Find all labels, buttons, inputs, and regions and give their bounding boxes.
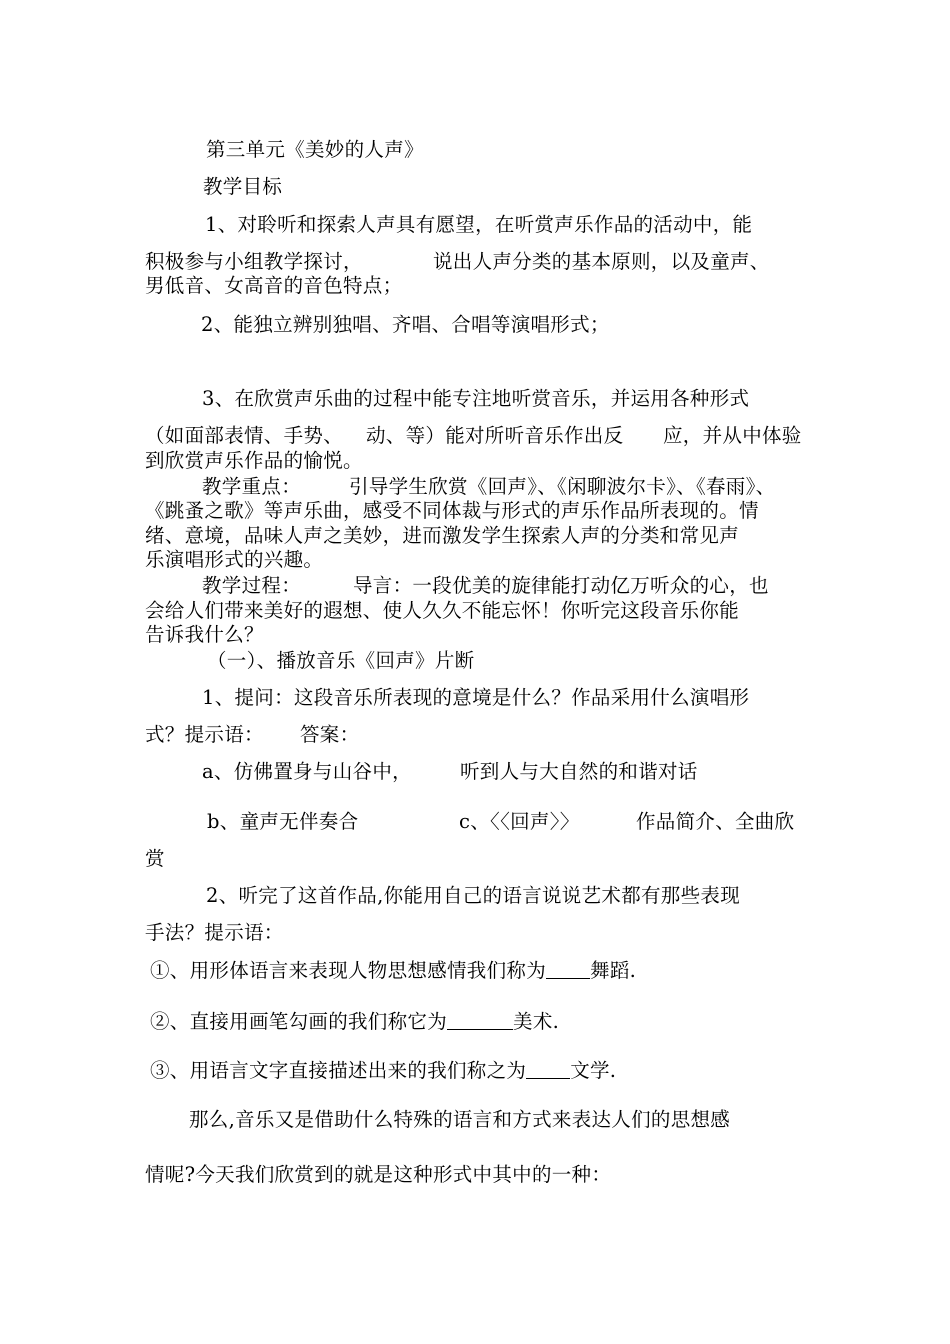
objective-3-line-1: 3、在欣赏声乐曲的过程中能专注地听赏音乐，并运用各种形式 <box>202 387 750 410</box>
hint-1-text: ①、用形体语言来表现人物思想感情我们称为 <box>150 959 547 982</box>
key-points-line-2: 《跳蚤之歌》等声乐曲，感受不同体裁与形式的声乐作品所表现的。情 <box>145 499 759 522</box>
hint-2-text: ②、直接用画笔勾画的我们称它为 <box>150 1010 448 1033</box>
question-1-line-2b: 答案： <box>300 723 360 746</box>
hint-1 <box>150 959 636 983</box>
answer-a-part-1: a、仿佛置身与山谷中， <box>202 760 412 783</box>
answer-c-part-3: 赏 <box>145 847 165 870</box>
hint-1-answer: 舞蹈. <box>590 959 637 982</box>
closing-line-1: 那么,音乐又是借助什么特殊的语言和方式来表达人们的思想感 <box>189 1108 731 1131</box>
hint-3 <box>150 1059 616 1083</box>
question-2-line-1: 2、听完了这首作品,你能用自己的语言说说艺术都有那些表现 <box>206 884 741 907</box>
answer-c: c、〈〈回声〉〉 <box>459 810 580 833</box>
question-1-line-2a: 式？提示语： <box>145 723 264 746</box>
hint-3-answer: 文学. <box>570 1059 617 1082</box>
process-line-3: 告诉我什么？ <box>145 623 264 646</box>
section-objectives-heading: 教学目标 <box>203 175 283 198</box>
key-points-line-1: 引导学生欣赏《回声》、《闲聊波尔卡》、《春雨》、 <box>349 475 776 498</box>
fill-in-blank-1 <box>546 960 590 979</box>
objective-2: 2、能独立辨别独唱、齐唱、合唱等演唱形式； <box>201 313 610 336</box>
fill-in-blank-2 <box>447 1011 513 1030</box>
fill-in-blank-3 <box>526 1060 570 1079</box>
key-points-line-4: 乐演唱形式的兴趣。 <box>145 548 324 571</box>
objective-3-line-3: 到欣赏声乐作品的愉悦。 <box>145 449 363 472</box>
key-points-line-3: 绪、意境，品味人声之美妙，进而激发学生探索人声的分类和常见声 <box>145 524 740 547</box>
objective-1-line-1: 1、对聆听和探索人声具有愿望，在听赏声乐作品的活动中，能 <box>205 213 753 236</box>
objective-1-line-3: 男低音、女高音的音色特点； <box>145 274 403 297</box>
question-1-line-1: 1、提问：这段音乐所表现的意境是什么？作品采用什么演唱形 <box>202 686 750 709</box>
hint-3-text: ③、用语言文字直接描述出来的我们称之为 <box>150 1059 527 1082</box>
answer-a-part-2: 听到人与大自然的和谐对话 <box>460 760 698 783</box>
objective-1-line-2a: 积极参与小组教学探讨， <box>145 250 363 273</box>
process-line-2: 会给人们带来美好的遐想、使人久久不能忘怀！你听完这段音乐你能 <box>145 599 740 622</box>
objective-1-line-2b: 说出人声分类的基本原则，以及童声、 <box>433 250 770 273</box>
key-points-label: 教学重点： <box>202 475 302 498</box>
process-label: 教学过程： <box>202 574 302 597</box>
answer-c-part-2: 作品简介、全曲欣 <box>636 810 795 833</box>
part-one-heading: （一）、播放音乐《回声》片断 <box>207 649 475 672</box>
objective-3-line-2c: 应，并从中体验 <box>663 424 802 447</box>
hint-2 <box>150 1010 559 1034</box>
process-line-1: 导言：一段优美的旋律能打动亿万听众的心，也 <box>353 574 769 597</box>
closing-line-2: 情呢?今天我们欣赏到的就是这种形式中其中的一种： <box>145 1163 612 1186</box>
question-2-line-2: 手法？提示语： <box>145 921 284 944</box>
objective-3-line-2b: 动、等）能对所听音乐作出反 <box>366 424 624 447</box>
objective-3-line-2a: （如面部表情、手势、 <box>145 424 344 447</box>
document-title: 第三单元《美妙的人声》 <box>206 138 424 161</box>
hint-2-answer: 美术. <box>513 1010 560 1033</box>
answer-b: b、童声无伴奏合 <box>207 810 359 833</box>
